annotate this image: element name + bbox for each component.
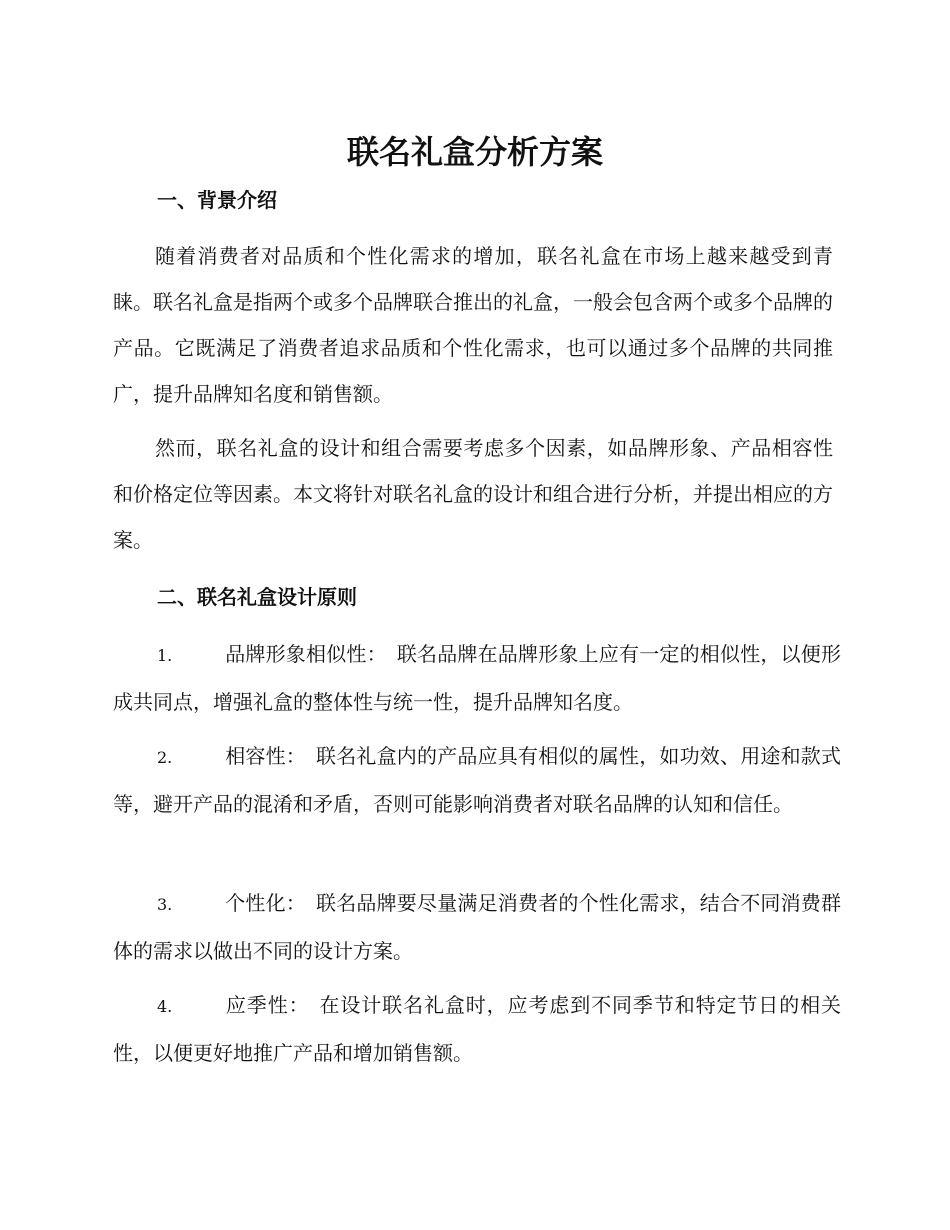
- item-text: 联名品牌在品牌形象上应有一定的相似性，以便形成共同点，增强礼盒的整体性与统一性，提升品牌知名度。: [113, 642, 842, 714]
- item-number: 4.: [157, 997, 173, 1016]
- document-title: 联名礼盒分析方案: [346, 133, 603, 171]
- item-text: 在设计联名礼盒时，应考虑到不同季节和特定节日的相关性，以便更好地推广产品和增加销售额。: [113, 993, 842, 1065]
- item-term: 相容性：: [225, 744, 306, 768]
- item-number: 3.: [157, 895, 173, 914]
- item-text: 联名礼盒内的产品应具有相似的属性，如功效、用途和款式等，避开产品的混淆和矛盾，否则可能影响消费者对联名品牌的认知和信任。: [113, 744, 841, 816]
- item-number: 2.: [157, 748, 173, 767]
- principle-item-4: [113, 982, 841, 1076]
- principle-item-1: [113, 631, 841, 725]
- item-term: 应季性：: [225, 993, 310, 1017]
- item-text: 联名品牌要尽量满足消费者的个性化需求，结合不同消费群体的需求以做出不同的设计方案。: [113, 891, 841, 963]
- background-paragraph-2: 然而，联名礼盒的设计和组合需要考虑多个因素，如品牌形象、产品相容性和价格定位等因素。本文将针对联名礼盒的设计和组合进行分析，并提出相应的方案。: [113, 436, 833, 552]
- item-term: 个性化：: [225, 891, 306, 915]
- principle-item-3: [113, 880, 841, 974]
- item-term: 品牌形象相似性：: [225, 642, 387, 666]
- section-heading-design-principles: 二、联名礼盒设计原则: [157, 585, 357, 609]
- section-heading-background: 一、背景介绍: [157, 188, 277, 212]
- item-number: 1.: [157, 646, 173, 665]
- principle-item-2: [113, 733, 841, 827]
- background-paragraph-1: 随着消费者对品质和个性化需求的增加，联名礼盒在市场上越来越受到青睐。联名礼盒是指两个或多个品牌联合推出的礼盒，一般会包含两个或多个品牌的产品。它既满足了消费者追求品质和个性化需求，也可以通过多个品牌的共同推广，提升品牌知名度和销售额。: [113, 244, 833, 406]
